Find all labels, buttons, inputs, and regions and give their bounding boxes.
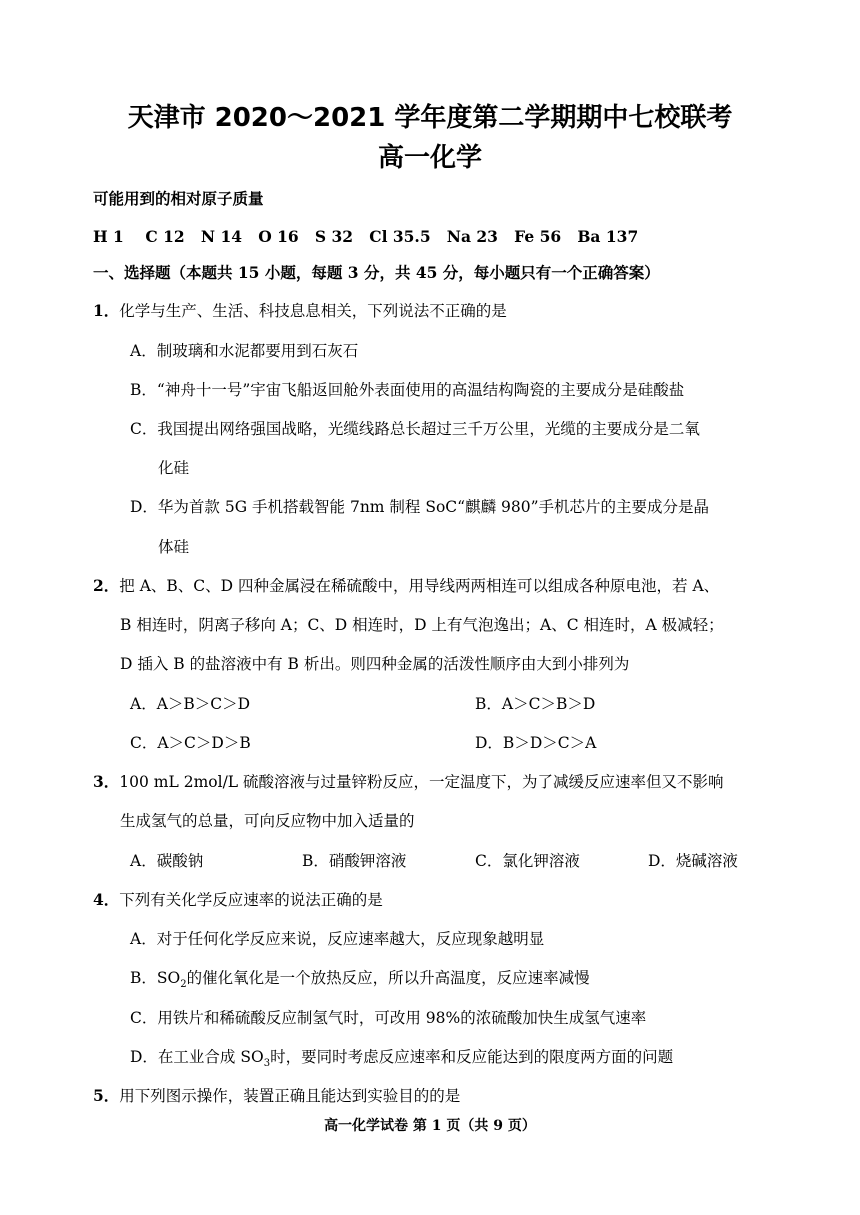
atomic-mass-values: H 1 C 12 N 14 O 16 S 32 Cl 35.5 Na 23 Fe 56 Ba 137 [93, 227, 639, 246]
question-2-option-d: D．B＞D＞C＞A [475, 734, 597, 752]
question-1-option-c: C．我国提出网络强国战略，光缆线路总长超过三千万公里，光缆的主要成分是二氧 [130, 420, 700, 438]
exam-title: 天津市 2020～2021 学年度第二学期期中七校联考 [127, 103, 733, 133]
question-1-option-d: D．华为首款 5G 手机搭载智能 7nm 制程 SoC“麒麟 980”手机芯片的主要成分是晶 [130, 498, 710, 516]
question-3-option-a: A．碳酸钠 [130, 852, 204, 870]
question-3-option-c: C．氯化钾溶液 [475, 852, 580, 870]
atomic-mass-label: 可能用到的相对原子质量 [93, 189, 264, 208]
question-1-option-d-cont: 体硅 [158, 538, 190, 556]
section-heading: 一、选择题（本题共 15 小题，每题 3 分，共 45 分，每小题只有一个正确答案） [93, 263, 660, 282]
question-1-option-c-cont: 化硅 [158, 459, 190, 477]
page-footer: 高一化学试卷 第 1 页（共 9 页） [324, 1118, 536, 1134]
question-3-option-b: B．硝酸钾溶液 [302, 852, 407, 870]
question-4-option-a: A．对于任何化学反应来说，反应速率越大，反应现象越明显 [130, 930, 545, 948]
question-2-option-b: B．A＞C＞B＞D [475, 695, 596, 713]
question-number: 3． [93, 772, 120, 791]
question-2-stem-line3: D 插入 B 的盐溶液中有 B 析出。则四种金属的活泼性顺序由大到小排列为 [120, 655, 630, 673]
question-number: 5． [93, 1086, 120, 1105]
question-3-stem: 3．100 mL 2mol/L 硫酸溶液与过量锌粉反应，一定温度下，为了减缓反应速率但又不影响 [93, 772, 724, 791]
question-4-stem: 4．下列有关化学反应速率的说法正确的是 [93, 890, 383, 909]
question-2-stem-line2: B 相连时，阴离子移向 A；C、D 相连时，D 上有气泡逸出；A、C 相连时，A 极减轻； [120, 616, 724, 634]
question-5-stem: 5．用下列图示操作，装置正确且能达到实验目的的是 [93, 1086, 461, 1105]
question-3-option-d: D．烧碱溶液 [648, 852, 738, 870]
subject-title: 高一化学 [377, 143, 482, 173]
question-2-option-c: C．A＞C＞D＞B [130, 734, 251, 752]
question-number: 2． [93, 576, 120, 595]
question-3-stem-line2: 生成氢气的总量，可向反应物中加入适量的 [120, 812, 415, 830]
question-1-option-a: A．制玻璃和水泥都要用到石灰石 [130, 342, 359, 360]
question-4-option-d: D．在工业合成 $SO_3$时，要同时考虑反应速率和反应能达到的限度两方面的问题 [130, 1048, 674, 1070]
question-4-option-b: B．$SO_2$的催化氧化是一个放热反应，所以升高温度，反应速率减慢 [130, 969, 590, 991]
question-1-stem: 1．化学与生产、生活、科技息息相关，下列说法不正确的是 [93, 301, 507, 320]
question-1-option-b: B．“神舟十一号”宇宙飞船返回舱外表面使用的高温结构陶瓷的主要成分是硅酸盐 [130, 381, 685, 399]
question-number: 1． [93, 301, 120, 320]
question-4-option-c: C．用铁片和稀硫酸反应制氢气时，可改用 98%的浓硫酸加快生成氢气速率 [130, 1009, 647, 1027]
question-number: 4． [93, 890, 120, 909]
question-2-stem: 2．把 A、B、C、D 四种金属浸在稀硫酸中，用导线两两相连可以组成各种原电池，若 A、 [93, 576, 720, 595]
question-2-option-a: A．A＞B＞C＞D [130, 695, 251, 713]
